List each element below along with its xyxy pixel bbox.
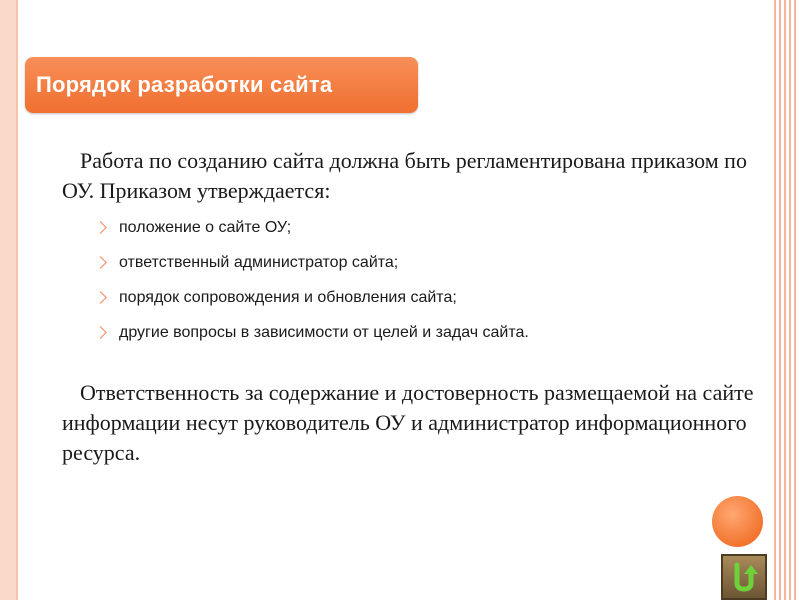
chevron-right-icon: [94, 221, 107, 234]
bullet-list: [98, 210, 529, 350]
list-item: [98, 280, 529, 315]
list-item-text: другие вопросы в зависимости от целей и задач сайта.: [119, 323, 529, 341]
list-item: [98, 210, 529, 245]
right-stripe: [774, 0, 776, 600]
list-item: [98, 315, 529, 350]
chevron-right-icon: [94, 256, 107, 269]
list-item: [98, 245, 529, 280]
slide-title-box: [25, 57, 418, 113]
list-item-text: ответственный администратор сайта;: [119, 253, 399, 271]
right-stripe: [779, 0, 781, 600]
right-stripe: [794, 0, 796, 600]
intro-paragraph: Работа по созданию сайта должна быть регламентирована приказом по ОУ. Приказом утверждается:: [62, 148, 747, 203]
chevron-right-icon: [94, 326, 107, 339]
right-stripe: [784, 0, 786, 600]
slide-title: Порядок разработки сайта: [36, 72, 333, 97]
responsibility-paragraph: Ответственность за содержание и достоверность размещаемой на сайте информации несут руководитель ОУ и администратор информационного ресурса.: [62, 380, 754, 465]
decorative-circle: [712, 496, 763, 547]
chevron-right-icon: [94, 291, 107, 304]
return-button[interactable]: [721, 554, 767, 600]
return-arrow-icon: [726, 559, 762, 595]
list-item-text: порядок сопровождения и обновления сайта;: [119, 288, 457, 306]
right-stripe: [789, 0, 791, 600]
left-border-decoration: [0, 0, 18, 600]
list-item-text: положение о сайте ОУ;: [119, 218, 292, 236]
